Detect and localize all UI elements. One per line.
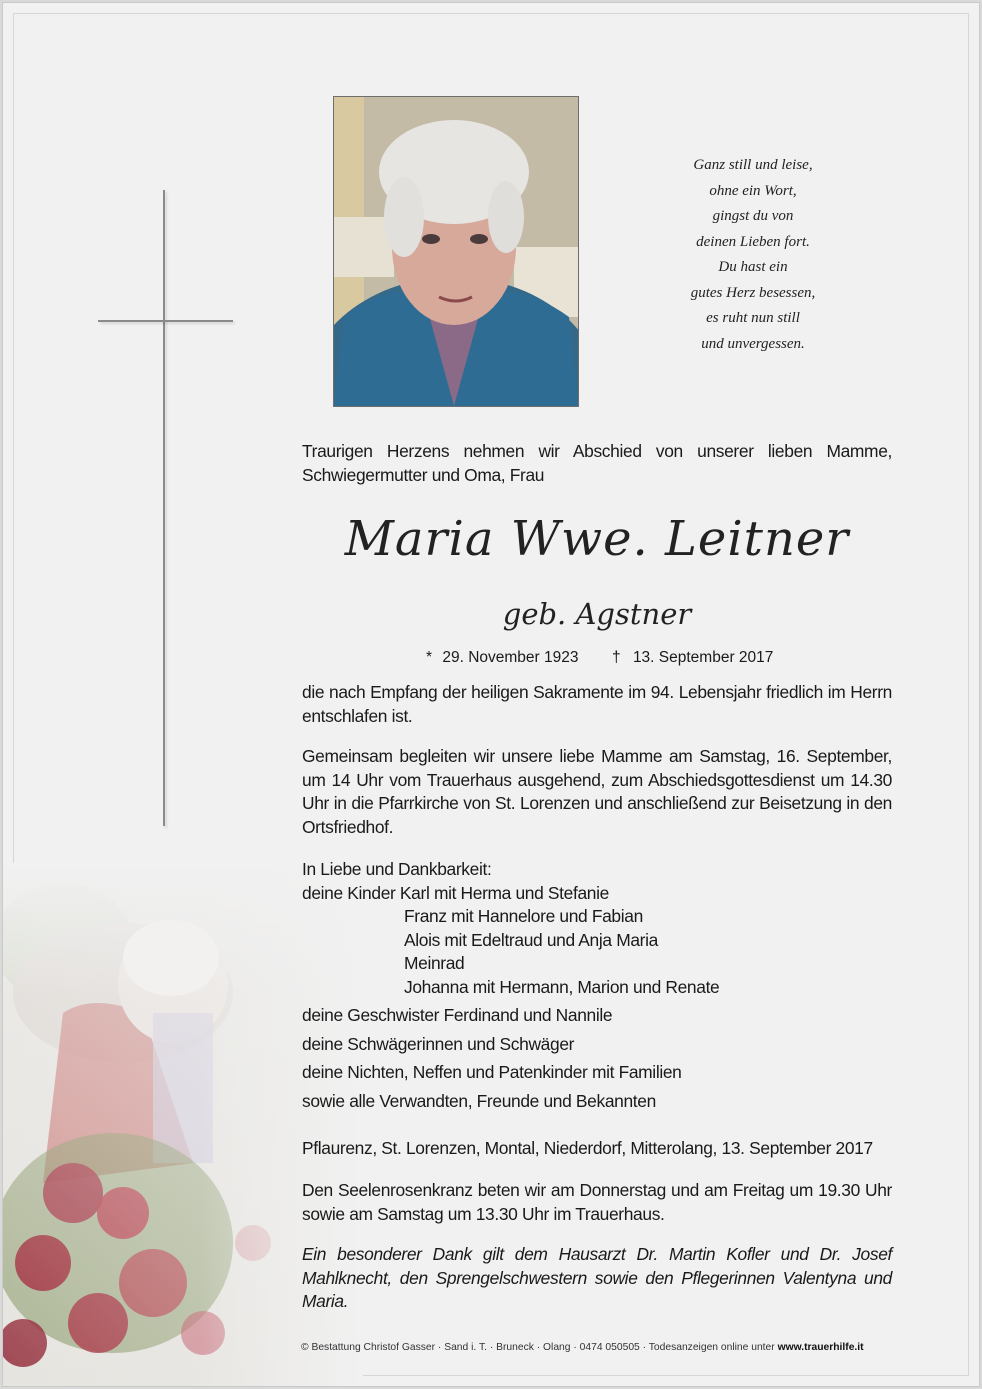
footer [301,1342,923,1353]
death-date-text: 13. September 2017 [632,649,774,666]
mourners-list [302,858,892,1113]
footer-text: © Bestattung Christof Gasser · Sand i. T. · Bruneck · Olang · 0474 050505 · Todesanzeigen online unter [301,1342,778,1353]
poem-line: es ruht nun still [706,310,800,326]
birth-symbol: * [426,649,433,666]
poem-line: und unvergessen. [701,335,805,352]
mourner-line: Johanna mit Hermann, Marion und Renate [404,976,720,997]
mourners-heading: In Liebe und Dankbarkeit: [302,859,492,879]
poem-line: gutes Herz besessen, [690,284,816,301]
mourner-line: Alois mit Edeltraud und Anja Maria [404,929,658,950]
cross-horizontal [98,320,233,322]
mourner-line: deine Schwägerinnen und Schwäger [302,1033,575,1054]
place-date: Pflaurenz, St. Lorenzen, Montal, Niederdorf, Mitterolang, 13. September 2017 [302,1138,873,1158]
mourner-line: sowie alle Verwandten, Freunde und Bekannten [302,1090,656,1111]
mourner-line: Meinrad [404,953,465,973]
rosary-text: Den Seelenrosenkranz beten wir am Donnerstag und am Freitag um 19.30 Uhr sowie am Samstag um 13.30 Uhr im Trauerhaus. [302,1180,892,1224]
poem-line: gingst du von [712,208,794,224]
birth-date-text: 29. November 1923 [442,649,579,666]
thanks-text: Ein besonderer Dank gilt dem Hausarzt Dr. Martin Kofler und Dr. Josef Mahlknecht, den Sprengelschwestern sowie den Pflegerinnen Valentyna und Maria. [302,1244,892,1311]
poem-line: Du hast ein [718,259,788,275]
poem-line: deinen Lieben fort. [696,233,810,250]
mourner-line: deine Geschwister Ferdinand und Nannile [302,1005,613,1025]
funeral-text: Gemeinsam begleiten wir unsere liebe Mamme am Samstag, 16. September, um 14 Uhr vom Trauerhaus ausgehend, zum Abschiedsgottesdienst um 14.30 Uhr in die Pfarrkirche von St. Lorenzen und anschließend zur Beisetzung in den Ortsfriedhof. [302,746,892,837]
death-symbol: † [612,649,621,666]
poem-line: Ganz still und leise, [693,157,813,173]
footer-link[interactable]: www.trauerhilfe.it [777,1342,864,1353]
poem-line: ohne ein Wort, [709,182,797,199]
birth-name: geb. Agstner [502,597,692,631]
portrait-photo [333,96,579,407]
memorial-poem [643,153,863,357]
deceased-name: Maria Wwe. Leitner [344,511,850,567]
passing-text: die nach Empfang der heiligen Sakramente im 94. Lebensjahr friedlich im Herrn entschlafen ist. [302,682,892,726]
mourner-line: Franz mit Hannelore und Fabian [404,906,643,926]
birth-date [426,649,579,667]
mourner-line: deine Kinder Karl mit Herma und Stefanie [302,882,609,903]
mourner-line: deine Nichten, Neffen und Patenkinder mit Familien [302,1062,682,1082]
intro-text: Traurigen Herzens nehmen wir Abschied von unserer lieben Mamme, Schwiegermutter und Oma, Frau [302,441,892,485]
death-date [612,649,773,667]
cross-vertical [163,190,165,826]
obituary-sheet [2,2,980,1387]
